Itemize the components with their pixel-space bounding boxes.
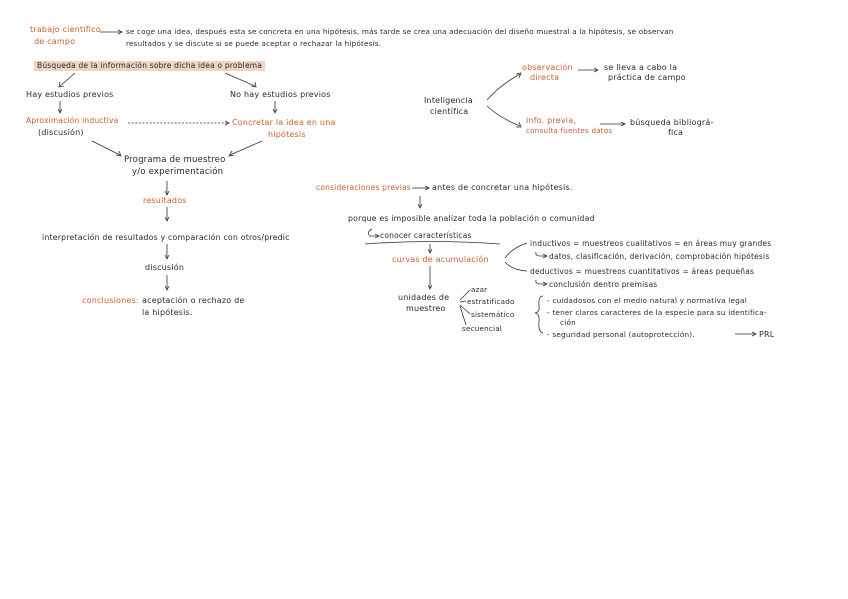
- inteligencia-cientifica-line1: Inteligencia: [424, 96, 473, 105]
- aproximacion-discusion: (discusión): [38, 128, 84, 137]
- unidades-muestreo-line2: muestreo: [406, 304, 446, 313]
- info-previa-line1: info. previa,: [526, 116, 577, 125]
- inteligencia-cientifica-line2: científica: [430, 107, 469, 116]
- programa-muestreo-line1: Programa de muestreo: [124, 155, 226, 165]
- muestreo-azar: azar: [471, 285, 488, 294]
- hay-estudios-previos: Hay estudios previos: [26, 90, 114, 99]
- antes-de-concretar: antes de concretar una hipótesis.: [432, 183, 573, 192]
- curvas-acumulacion: curvas de acumulación: [392, 255, 489, 264]
- busqueda-bibliografica-line1: búsqueda bibliográ-: [630, 118, 714, 127]
- obs-desc-line2: práctica de campo: [608, 73, 686, 82]
- obs-desc-line1: se lleva a cabo la: [604, 63, 678, 72]
- busqueda-informacion: Búsqueda de la información sobre dicha idea o problema: [34, 61, 265, 71]
- trabajo-description-line1: se coge una idea, después esta se concreta en una hipótesis, más tarde se crea una adecuación del diseño muestral a la hipótesis, se observan: [126, 27, 674, 36]
- conclusiones-label: conclusiones:: [82, 296, 139, 305]
- concretar-idea-line2: hipótesis: [268, 130, 306, 139]
- inductivos-detalle: datos, clasificación, derivación, comprobación hipótesis: [549, 252, 770, 261]
- bullet-cuidadosos: - cuidadosos con el medio natural y normativa legal: [547, 296, 747, 305]
- concretar-idea-line1: Concretar la idea en una: [232, 118, 336, 127]
- conclusiones-text-line1: aceptación o rechazo de: [142, 296, 245, 305]
- programa-muestreo-line2: y/o experimentación: [132, 167, 224, 177]
- interpretacion-resultados: interpretación de resultados y comparación con otros/predic: [42, 233, 290, 242]
- bullet-seguridad: - seguridad personal (autoprotección).: [547, 330, 695, 339]
- porque-imposible: porque es imposible analizar toda la población o comunidad: [348, 214, 595, 223]
- muestreo-estratificado: estratificado: [467, 297, 515, 306]
- muestreo-secuencial: secuencial: [462, 324, 503, 333]
- observacion-directa-line2: directa: [530, 73, 560, 82]
- bullet-caracteres: - tener claros caracteres de la especie para su identifica-: [547, 308, 767, 317]
- trabajo-label-line2: de campo: [34, 37, 76, 46]
- trabajo-label-line1: trabajo científico: [30, 25, 101, 34]
- unidades-muestreo-line1: unidades de: [398, 293, 450, 302]
- deductivos: deductivos = muestreos cuantitativos = áreas pequeñas: [530, 267, 755, 276]
- consideraciones-previas: consideraciones previas: [316, 183, 411, 192]
- inductivos: inductivos = muestreos cualitativos = en áreas muy grandes: [530, 239, 772, 248]
- no-hay-estudios-previos: No hay estudios previos: [230, 90, 331, 99]
- bullet-caracteres-cont: ción: [560, 318, 576, 327]
- discusion: discusión: [145, 263, 185, 272]
- busqueda-bibliografica-line2: fica: [668, 128, 684, 137]
- prl: PRL: [759, 330, 775, 339]
- conclusiones-text-line2: la hipótesis.: [142, 308, 193, 317]
- resultados: resultados: [143, 196, 187, 205]
- conocer-caracteristicas: conocer características: [380, 231, 472, 240]
- deductivos-detalle: conclusión dentro premisas: [549, 280, 658, 289]
- info-previa-line2: consulta fuentes datos: [526, 126, 613, 135]
- muestreo-sistematico: sistemático: [471, 310, 515, 319]
- trabajo-description-line2: resultados y se discute si se puede aceptar o rechazar la hipótesis.: [126, 39, 382, 48]
- aproximacion-inductiva: Aproximación inductiva: [26, 116, 119, 125]
- observacion-directa-line1: observación: [522, 63, 573, 72]
